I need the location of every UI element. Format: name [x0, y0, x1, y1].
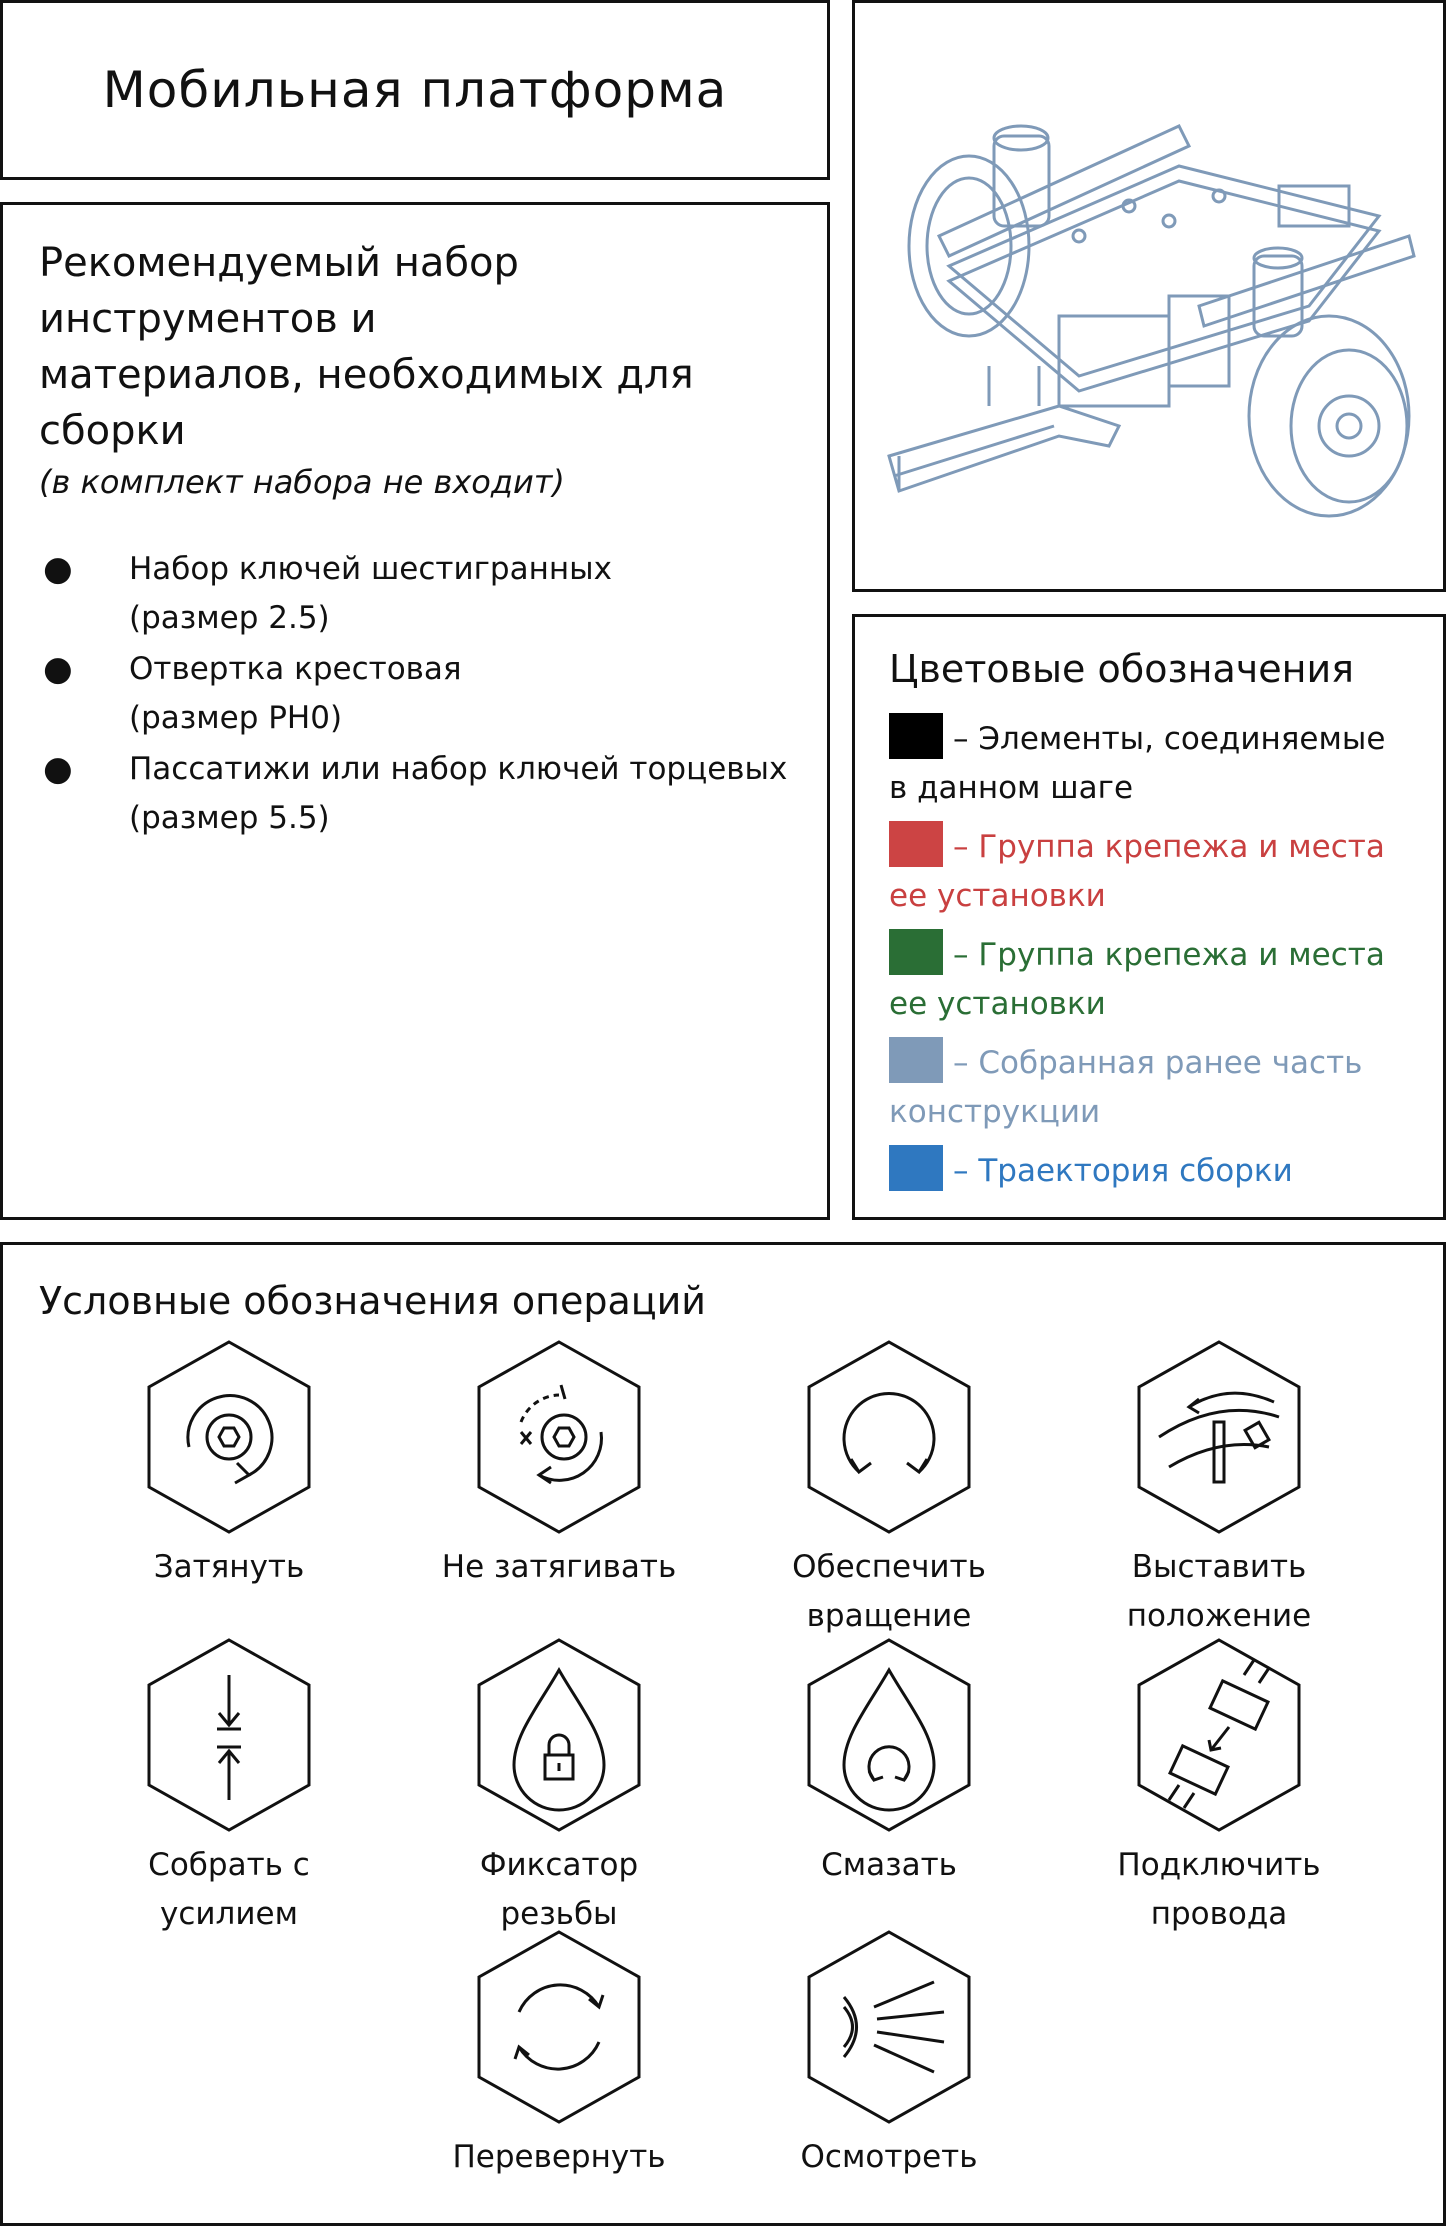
operation-label: Перевернуть	[452, 2139, 666, 2175]
legend-swatch	[889, 929, 943, 975]
legend-item	[889, 1037, 1409, 1137]
legend-swatch	[889, 821, 943, 867]
mobile-platform-illustration	[879, 46, 1419, 546]
operation-label: Подключить провода	[1117, 1847, 1321, 1932]
legend-text: – Траектория сборки	[953, 1153, 1293, 1189]
operation-force	[79, 1635, 379, 1939]
operation-label: Выставить положение	[1126, 1549, 1312, 1634]
tighten-icon	[139, 1337, 319, 1537]
legend-text: – Группа крепежа и места ее установки	[889, 937, 1385, 1022]
color-legend-panel	[852, 614, 1446, 1220]
tools-note: (в комплект набора не входит)	[39, 463, 565, 501]
operation-connect-wires	[1069, 1635, 1369, 1939]
tool-item	[39, 745, 791, 843]
tools-list	[39, 545, 791, 843]
bullet-icon: ●	[43, 549, 73, 589]
legend-text: – Элементы, соединяемые в данном шаге	[889, 721, 1386, 806]
legend-swatch	[889, 1037, 943, 1083]
legend-item	[889, 821, 1409, 921]
operation-flip	[409, 1927, 709, 2182]
legend-text: – Собранная ранее часть конструкции	[889, 1045, 1363, 1130]
operation-lubricate	[739, 1635, 1039, 1890]
lubricate-icon	[799, 1635, 979, 1835]
operation-rotation	[739, 1337, 1039, 1641]
legend-item	[889, 1145, 1409, 1196]
legend-text: – Группа крепежа и места ее установки	[889, 829, 1385, 914]
operation-do-not-tighten	[409, 1337, 709, 1592]
operations-panel	[0, 1242, 1446, 2226]
legend-swatch	[889, 1145, 943, 1191]
do-not-tighten-icon	[469, 1337, 649, 1537]
legend-item	[889, 713, 1409, 813]
force-icon	[139, 1635, 319, 1835]
operation-label: Затянуть	[153, 1549, 305, 1585]
page-title: Мобильная платформа	[102, 61, 728, 119]
tools-heading-line1: Рекомендуемый набор инструментов и	[39, 240, 519, 342]
tool-name: Пассатижи или набор ключей торцевых	[129, 751, 788, 787]
platform-image-panel	[852, 0, 1446, 592]
thread-lock-icon	[469, 1635, 649, 1835]
tools-panel	[0, 202, 830, 1220]
operations-heading: Условные обозначения операций	[39, 1279, 707, 1323]
bullet-icon: ●	[43, 649, 73, 689]
operation-thread-lock	[409, 1635, 709, 1939]
flip-icon	[469, 1927, 649, 2127]
tool-name: Отвертка крестовая	[129, 651, 462, 687]
tool-name: Набор ключей шестигранных	[129, 551, 612, 587]
inspect-icon	[799, 1927, 979, 2127]
legend-swatch	[889, 713, 943, 759]
operation-position	[1069, 1337, 1369, 1641]
operation-label: Осмотреть	[800, 2139, 978, 2175]
operation-label: Собрать с усилием	[148, 1847, 310, 1932]
connect-wires-icon	[1129, 1635, 1309, 1835]
operation-label: Смазать	[821, 1847, 957, 1883]
operation-label: Фиксатор резьбы	[479, 1847, 639, 1932]
tool-size: (размер 2.5)	[129, 600, 330, 636]
legend-heading: Цветовые обозначения	[889, 647, 1355, 691]
rotation-icon	[799, 1337, 979, 1537]
tool-size: (размер PH0)	[129, 700, 343, 736]
position-icon	[1129, 1337, 1309, 1537]
operation-inspect	[739, 1927, 1039, 2182]
legend-item	[889, 929, 1409, 1029]
operation-label: Обеспечить вращение	[792, 1549, 986, 1634]
bullet-icon: ●	[43, 749, 73, 789]
operation-label: Не затягивать	[441, 1549, 677, 1585]
tool-item	[39, 645, 791, 743]
operation-tighten	[79, 1337, 379, 1592]
tools-heading-line2: материалов, необходимых для сборки	[39, 352, 694, 454]
tool-item	[39, 545, 791, 643]
tool-size: (размер 5.5)	[129, 800, 330, 836]
title-panel	[0, 0, 830, 180]
